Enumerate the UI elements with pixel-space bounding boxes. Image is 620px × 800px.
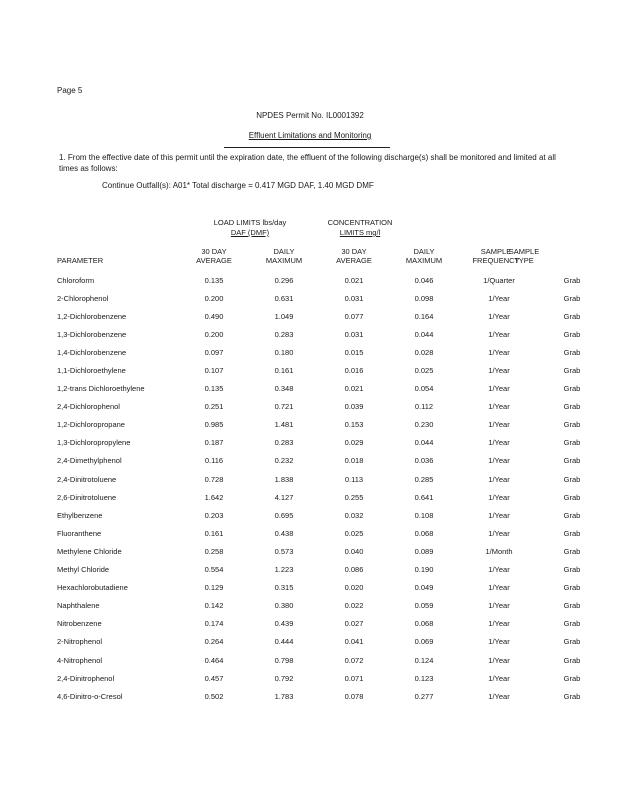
conc-30day-cell: 0.041 <box>344 637 364 647</box>
conc-daily-max-cell: 0.049 <box>414 583 434 593</box>
sample-type-cell: Grab <box>563 546 581 556</box>
sample-frequency-cell: 1/Year <box>488 691 510 701</box>
table-row <box>57 542 605 560</box>
conc-daily-max-cell: 0.068 <box>414 528 434 538</box>
table-row <box>57 524 605 542</box>
conc-30day-cell: 0.039 <box>344 402 364 412</box>
sample-type-cell: Grab <box>563 583 581 593</box>
parameter-cell: 1,1-Dichloroethylene <box>57 366 126 376</box>
load-30day-cell: 0.554 <box>204 565 224 575</box>
col-header-line: TYPE <box>514 256 534 265</box>
table-row <box>57 687 605 705</box>
load-30day-cell: 0.490 <box>204 311 224 321</box>
parameter-cell: 1,2-Dichloropropane <box>57 420 125 430</box>
conc-daily-max-cell: 0.190 <box>414 565 434 575</box>
conc-30day-cell: 0.022 <box>344 601 364 611</box>
parameter-cell: 2,4-Dichlorophenol <box>57 402 120 412</box>
sample-frequency-cell: 1/Year <box>488 528 510 538</box>
conc-30day-cell: 0.031 <box>344 329 364 339</box>
load-30day-cell: 0.116 <box>204 456 224 466</box>
col-header-conc-30day <box>319 247 389 265</box>
sample-type-cell: Grab <box>563 619 581 629</box>
sample-type-cell: Grab <box>563 673 581 683</box>
conc-30day-cell: 0.015 <box>344 347 364 357</box>
conc-daily-max-cell: 0.068 <box>414 619 434 629</box>
conc-daily-max-cell: 0.089 <box>414 546 434 556</box>
sample-frequency-cell: 1/Quarter <box>483 275 515 285</box>
load-daily-max-cell: 0.798 <box>274 655 294 665</box>
table-row <box>57 325 605 343</box>
load-daily-max-cell: 0.348 <box>274 384 294 394</box>
load-daily-max-cell: 0.439 <box>274 619 294 629</box>
sample-frequency-cell: 1/Year <box>488 673 510 683</box>
load-daily-max-cell: 0.161 <box>274 366 294 376</box>
col-header-line: AVERAGE <box>196 256 232 265</box>
sample-frequency-cell: 1/Year <box>488 565 510 575</box>
concentration-label: CONCENTRATION <box>327 218 393 227</box>
conc-30day-cell: 0.021 <box>344 384 364 394</box>
parameter-cell: Fluoranthene <box>57 528 102 538</box>
table-row <box>57 380 605 398</box>
load-daily-max-cell: 0.232 <box>274 456 294 466</box>
parameter-cell: 1,4-Dichlorobenzene <box>57 347 127 357</box>
conc-30day-cell: 0.040 <box>344 546 364 556</box>
sample-type-cell: Grab <box>563 565 581 575</box>
conc-daily-max-cell: 0.054 <box>414 384 434 394</box>
table-row <box>57 669 605 687</box>
sample-type-cell: Grab <box>563 384 581 394</box>
sample-type-cell: Grab <box>563 492 581 502</box>
conc-30day-cell: 0.020 <box>344 583 364 593</box>
intro-paragraph: 1. From the effective date of this permit until the expiration date, the effluent of the following discharge(s) shall be monitored and limited at all times as follows: <box>59 153 556 173</box>
parameter-cell: Chloroform <box>57 275 95 285</box>
load-daily-max-cell: 0.438 <box>274 528 294 538</box>
conc-daily-max-cell: 0.285 <box>414 474 434 484</box>
concentration-unit: LIMITS mg/l <box>339 228 381 237</box>
sample-type-cell: Grab <box>563 347 581 357</box>
load-30day-cell: 0.728 <box>204 474 224 484</box>
parameter-cell: 2,6-Dinitrotoluene <box>57 492 117 502</box>
load-30day-cell: 0.135 <box>204 275 224 285</box>
col-header-line: SAMPLE <box>508 247 540 256</box>
load-30day-cell: 0.129 <box>204 583 224 593</box>
load-limits-label: LOAD LIMITS lbs/day <box>213 218 287 227</box>
sample-frequency-cell: 1/Year <box>488 366 510 376</box>
sample-frequency-cell: 1/Year <box>488 601 510 611</box>
conc-30day-cell: 0.255 <box>344 492 364 502</box>
sample-frequency-cell: 1/Month <box>485 546 513 556</box>
sample-type-cell: Grab <box>563 456 581 466</box>
parameter-cell: 1,3-Dichlorobenzene <box>57 329 127 339</box>
col-header-line: 30 DAY <box>341 247 367 256</box>
sample-frequency-cell: 1/Year <box>488 329 510 339</box>
conc-30day-cell: 0.018 <box>344 456 364 466</box>
sample-frequency-cell: 1/Year <box>488 637 510 647</box>
sample-type-cell: Grab <box>563 366 581 376</box>
conc-30day-cell: 0.016 <box>344 366 364 376</box>
sample-type-cell: Grab <box>563 474 581 484</box>
load-daily-max-cell: 1.223 <box>274 565 294 575</box>
table-row <box>57 506 605 524</box>
col-header-load-30day <box>179 247 249 265</box>
load-30day-cell: 0.464 <box>204 655 224 665</box>
sample-type-cell: Grab <box>563 293 581 303</box>
parameter-cell: 2,4-Dimethylphenol <box>57 456 122 466</box>
load-daily-max-cell: 0.283 <box>274 329 294 339</box>
conc-daily-max-cell: 0.044 <box>414 438 434 448</box>
load-30day-cell: 0.457 <box>204 673 224 683</box>
table-row <box>57 307 605 325</box>
table-row <box>57 488 605 506</box>
parameter-cell: Ethylbenzene <box>57 510 103 520</box>
load-30day-cell: 0.251 <box>204 402 224 412</box>
conc-daily-max-cell: 0.098 <box>414 293 434 303</box>
conc-30day-cell: 0.029 <box>344 438 364 448</box>
load-daily-max-cell: 4.127 <box>274 492 294 502</box>
parameter-cell: 4,6-Dinitro-o-Cresol <box>57 691 123 701</box>
table-row <box>57 561 605 579</box>
sample-frequency-cell: 1/Year <box>488 510 510 520</box>
col-header-line: AVERAGE <box>336 256 372 265</box>
parameter-cell: 1,2-trans Dichloroethylene <box>57 384 145 394</box>
sample-frequency-cell: 1/Year <box>488 583 510 593</box>
sample-frequency-cell: 1/Year <box>488 438 510 448</box>
conc-daily-max-cell: 0.059 <box>414 601 434 611</box>
sample-type-cell: Grab <box>563 601 581 611</box>
parameter-cell: Nitrobenzene <box>57 619 102 629</box>
sample-type-cell: Grab <box>563 637 581 647</box>
load-30day-cell: 0.161 <box>204 528 224 538</box>
load-daily-max-cell: 0.695 <box>274 510 294 520</box>
col-header-conc-daily <box>389 247 459 265</box>
load-daily-max-cell: 0.721 <box>274 402 294 412</box>
load-30day-cell: 0.258 <box>204 546 224 556</box>
parameter-cell: Naphthalene <box>57 601 100 611</box>
table-row <box>57 615 605 633</box>
load-30day-cell: 0.200 <box>204 329 224 339</box>
table-row <box>57 398 605 416</box>
table-row <box>57 597 605 615</box>
conc-daily-max-cell: 0.123 <box>414 673 434 683</box>
sample-frequency-cell: 1/Year <box>488 619 510 629</box>
col-header-line: MAXIMUM <box>265 256 303 265</box>
conc-daily-max-cell: 0.036 <box>414 456 434 466</box>
sample-frequency-cell: 1/Year <box>488 347 510 357</box>
permit-number: NPDES Permit No. IL0001392 <box>256 111 364 120</box>
table-row <box>57 271 605 289</box>
col-header-line: DAILY <box>273 247 295 256</box>
sample-frequency-cell: 1/Year <box>488 402 510 412</box>
load-30day-cell: 0.203 <box>204 510 224 520</box>
parameter-cell: 2-Chlorophenol <box>57 293 109 303</box>
sample-frequency-cell: 1/Year <box>488 384 510 394</box>
col-header-line: FREQUENCY <box>472 256 520 265</box>
sample-frequency-cell: 1/Year <box>488 655 510 665</box>
table-row <box>57 579 605 597</box>
page-number: Page 5 <box>57 86 83 95</box>
parameter-cell: Methylene Chloride <box>57 546 122 556</box>
conc-daily-max-cell: 0.112 <box>414 402 434 412</box>
load-daily-max-cell: 0.792 <box>274 673 294 683</box>
conc-30day-cell: 0.032 <box>344 510 364 520</box>
col-header-line: 30 DAY <box>201 247 227 256</box>
conc-30day-cell: 0.025 <box>344 528 364 538</box>
conc-30day-cell: 0.031 <box>344 293 364 303</box>
load-30day-cell: 0.142 <box>204 601 224 611</box>
table-row <box>57 651 605 669</box>
conc-daily-max-cell: 0.230 <box>414 420 434 430</box>
parameter-cell: Methyl Chloride <box>57 565 110 575</box>
col-header-line: DAILY <box>413 247 435 256</box>
table-row <box>57 470 605 488</box>
col-header-type <box>491 247 557 265</box>
sample-frequency-cell: 1/Year <box>488 474 510 484</box>
parameter-cell: 1,3-Dichloropropylene <box>57 438 131 448</box>
parameter-cell: 2-Nitrophenol <box>57 637 103 647</box>
conc-30day-cell: 0.113 <box>344 474 364 484</box>
load-30day-cell: 0.097 <box>204 347 224 357</box>
conc-daily-max-cell: 0.277 <box>414 691 434 701</box>
col-header-line: MAXIMUM <box>405 256 443 265</box>
conc-30day-cell: 0.077 <box>344 311 364 321</box>
col-header-parameter: PARAMETER <box>57 256 104 265</box>
sample-type-cell: Grab <box>563 329 581 339</box>
load-daily-max-cell: 0.180 <box>274 347 294 357</box>
conc-daily-max-cell: 0.108 <box>414 510 434 520</box>
load-limits-unit: DAF (DMF) <box>230 228 270 237</box>
sample-type-cell: Grab <box>563 691 581 701</box>
conc-daily-max-cell: 0.046 <box>414 275 434 285</box>
load-30day-cell: 0.187 <box>204 438 224 448</box>
load-daily-max-cell: 1.049 <box>274 311 294 321</box>
parameter-cell: 1,2-Dichlorobenzene <box>57 311 127 321</box>
conc-daily-max-cell: 0.044 <box>414 329 434 339</box>
table-row <box>57 434 605 452</box>
conc-30day-cell: 0.021 <box>344 275 364 285</box>
conc-30day-cell: 0.153 <box>344 420 364 430</box>
table-row <box>57 361 605 379</box>
load-daily-max-cell: 0.380 <box>274 601 294 611</box>
load-daily-max-cell: 1.783 <box>274 691 294 701</box>
load-30day-cell: 0.200 <box>204 293 224 303</box>
sample-type-cell: Grab <box>563 402 581 412</box>
col-header-line: SAMPLE <box>480 247 512 256</box>
conc-30day-cell: 0.078 <box>344 691 364 701</box>
section-title: Effluent Limitations and Monitoring <box>248 131 372 140</box>
sample-frequency-cell: 1/Year <box>488 311 510 321</box>
sample-type-cell: Grab <box>563 438 581 448</box>
parameter-cell: Hexachlorobutadiene <box>57 583 128 593</box>
concentration-group-header <box>290 218 430 238</box>
sample-type-cell: Grab <box>563 311 581 321</box>
table-body <box>57 271 605 705</box>
sample-type-cell: Grab <box>563 275 581 285</box>
load-30day-cell: 0.502 <box>204 691 224 701</box>
conc-daily-max-cell: 0.028 <box>414 347 434 357</box>
load-daily-max-cell: 0.283 <box>274 438 294 448</box>
load-30day-cell: 0.985 <box>204 420 224 430</box>
title-rule <box>224 147 390 148</box>
conc-daily-max-cell: 0.164 <box>414 311 434 321</box>
sample-frequency-cell: 1/Year <box>488 492 510 502</box>
conc-daily-max-cell: 0.069 <box>414 637 434 647</box>
outfall-line: Continue Outfall(s): A01* Total discharge = 0.417 MGD DAF, 1.40 MGD DMF <box>102 181 374 190</box>
sample-frequency-cell: 1/Year <box>488 456 510 466</box>
table-row <box>57 633 605 651</box>
conc-daily-max-cell: 0.124 <box>414 655 434 665</box>
sample-type-cell: Grab <box>563 655 581 665</box>
table-row <box>57 416 605 434</box>
load-30day-cell: 0.174 <box>204 619 224 629</box>
table-row <box>57 289 605 307</box>
col-header-load-daily <box>249 247 319 265</box>
conc-30day-cell: 0.027 <box>344 619 364 629</box>
load-daily-max-cell: 0.631 <box>274 293 294 303</box>
load-30day-cell: 0.264 <box>204 637 224 647</box>
conc-30day-cell: 0.086 <box>344 565 364 575</box>
effluent-limits-table <box>57 271 605 705</box>
load-30day-cell: 0.135 <box>204 384 224 394</box>
sample-type-cell: Grab <box>563 510 581 520</box>
parameter-cell: 2,4-Dinitrophenol <box>57 673 115 683</box>
load-30day-cell: 1.642 <box>204 492 224 502</box>
sample-type-cell: Grab <box>563 528 581 538</box>
load-daily-max-cell: 0.296 <box>274 275 294 285</box>
load-30day-cell: 0.107 <box>204 366 224 376</box>
load-daily-max-cell: 0.315 <box>274 583 294 593</box>
sample-frequency-cell: 1/Year <box>488 293 510 303</box>
load-daily-max-cell: 1.481 <box>274 420 294 430</box>
conc-30day-cell: 0.072 <box>344 655 364 665</box>
table-row <box>57 452 605 470</box>
parameter-cell: 2,4-Dinitrotoluene <box>57 474 117 484</box>
load-daily-max-cell: 0.573 <box>274 546 294 556</box>
sample-type-cell: Grab <box>563 420 581 430</box>
conc-daily-max-cell: 0.025 <box>414 366 434 376</box>
parameter-cell: 4-Nitrophenol <box>57 655 103 665</box>
sample-frequency-cell: 1/Year <box>488 420 510 430</box>
load-daily-max-cell: 1.838 <box>274 474 294 484</box>
conc-daily-max-cell: 0.641 <box>414 492 434 502</box>
table-row <box>57 343 605 361</box>
conc-30day-cell: 0.071 <box>344 673 364 683</box>
load-daily-max-cell: 0.444 <box>274 637 294 647</box>
